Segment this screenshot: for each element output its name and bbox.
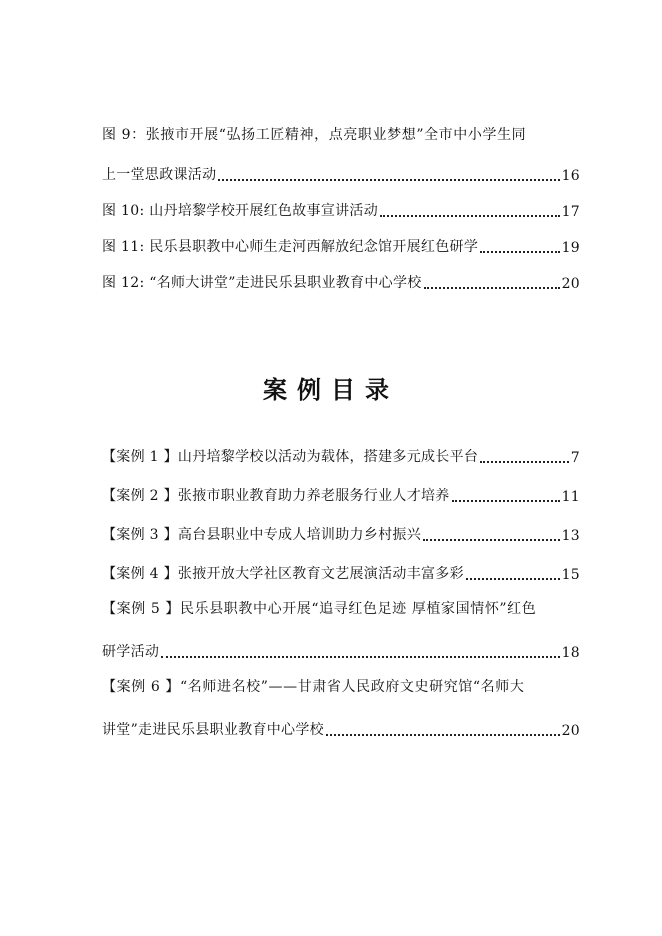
case-entry-3[interactable] <box>102 520 580 544</box>
page-number: 20 <box>561 276 580 292</box>
entry-text: 【案例 1 】山丹培黎学校以活动为载体，搭建多元成长平台 <box>102 449 479 465</box>
page-number: 19 <box>561 240 580 256</box>
page-number: 13 <box>561 528 580 544</box>
case-entry-2[interactable] <box>102 481 580 505</box>
page-number: 20 <box>561 723 580 739</box>
dot-leader <box>218 178 559 181</box>
page-number: 18 <box>561 645 580 661</box>
case-list <box>102 442 580 754</box>
dot-leader <box>480 460 569 463</box>
case-entry-6[interactable] <box>102 676 580 739</box>
entry-text: 图 10: 山丹培黎学校开展红色故事宣讲活动 <box>102 203 379 219</box>
dot-leader <box>466 577 560 580</box>
entry-text: 图 12: “名师大讲堂”走进民乐县职业教育中心学校 <box>102 275 422 291</box>
case-entry-5[interactable] <box>102 598 580 661</box>
dot-leader <box>423 538 560 541</box>
dot-leader <box>326 733 560 736</box>
case-entry-4[interactable] <box>102 559 580 583</box>
entry-text: 【案例 4 】张掖开放大学社区教育文艺展演活动丰富多彩 <box>102 566 464 582</box>
entry-text-line1: 【案例 5 】民乐县职教中心开展“追寻红色足迹 厚植家国情怀”红色 <box>102 601 537 617</box>
entry-text-line2: 讲堂”走进民乐县职业教育中心学校 <box>102 722 324 738</box>
entry-text-line2: 上一堂思政课活动 <box>102 167 217 183</box>
dot-leader <box>452 499 560 502</box>
page-number: 11 <box>561 489 580 505</box>
dot-leader <box>424 286 560 289</box>
page-number: 17 <box>561 204 580 220</box>
dot-leader <box>480 250 559 253</box>
figure-entry-11[interactable] <box>102 232 580 256</box>
figure-entry-10[interactable] <box>102 196 580 220</box>
entry-text: 【案例 3 】高台县职业中专成人培训助力乡村振兴 <box>102 527 422 543</box>
figure-entry-12[interactable] <box>102 268 580 292</box>
entry-text-line2: 研学活动 <box>102 644 160 660</box>
case-entry-1[interactable] <box>102 442 580 466</box>
page-number: 7 <box>570 450 580 466</box>
entry-text-line1: 【案例 6 】“名师进名校”——甘肃省人民政府文史研究馆“名师大 <box>102 679 525 695</box>
dot-leader <box>380 214 560 217</box>
figure-list <box>102 124 580 304</box>
entry-text-line1: 图 9：张掖市开展“弘扬工匠精神，点亮职业梦想”全市中小学生同 <box>102 127 527 143</box>
figure-entry-9[interactable] <box>102 124 580 184</box>
page-number: 15 <box>561 567 580 583</box>
section-title: 案例目录 <box>263 376 399 404</box>
page-number: 16 <box>561 168 580 184</box>
dot-leader <box>161 655 559 658</box>
entry-text: 图 11: 民乐县职教中心师生走河西解放纪念馆开展红色研学 <box>102 239 479 255</box>
entry-text: 【案例 2 】张掖市职业教育助力养老服务行业人才培养 <box>102 488 450 504</box>
